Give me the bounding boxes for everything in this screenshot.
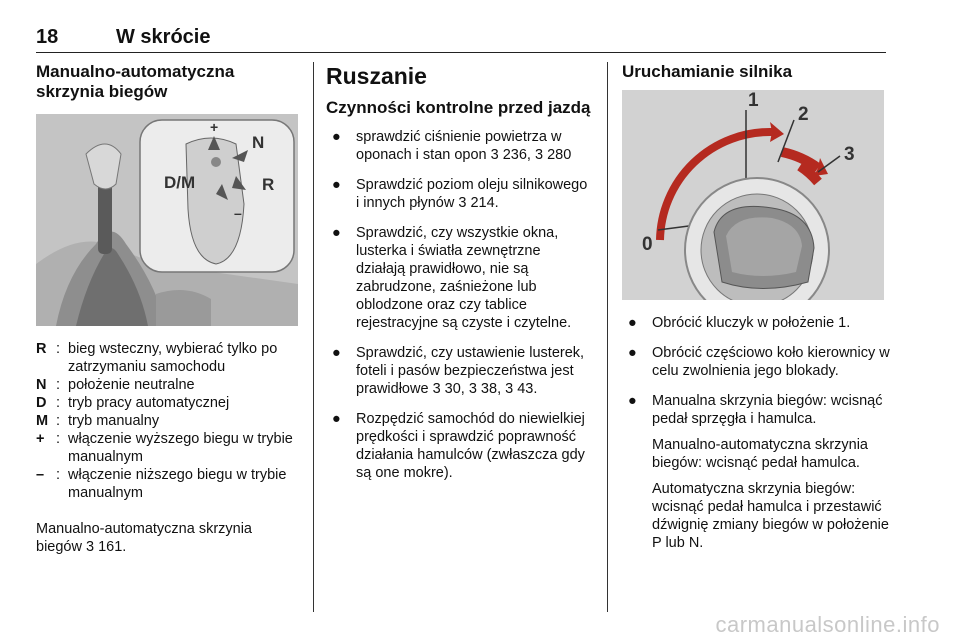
bullet-dot: ●	[628, 345, 637, 361]
definition-value: tryb pracy automatycznej	[68, 395, 230, 411]
gear-lever-illustration	[36, 114, 298, 326]
definition-value: bieg wsteczny, wybierać tylko po zatrzymaniu samochodu	[68, 341, 278, 375]
page-number: 18	[36, 26, 59, 48]
label-r: R	[262, 175, 275, 194]
definition-key: –	[36, 467, 45, 483]
definition-row	[36, 466, 298, 502]
subsection-title-checks: Czynności kontrolne przed jazdą	[326, 98, 591, 117]
section-title-gearbox: Manualno-automatyczna skrzynia biegów	[36, 62, 235, 101]
definition-value: położenie neutralne	[68, 377, 195, 393]
bullet-dot: ●	[332, 345, 341, 361]
definition-separator: :	[56, 467, 61, 483]
engine-step-text: Obrócić kluczyk w położenie 1.	[652, 315, 851, 331]
definition-key: N	[36, 377, 47, 393]
definition-key: R	[36, 341, 47, 357]
engine-step-note: Manualno-automatyczna skrzynia biegów: wcisnąć pedał hamulca.	[652, 437, 868, 471]
check-item-text: Sprawdzić poziom oleju silnikowego i innych płynów 3 214.	[356, 177, 588, 211]
section-title-starting-off: Ruszanie	[326, 63, 427, 89]
column-engine-start	[622, 62, 890, 564]
label-minus: –	[234, 205, 242, 221]
definition-separator: :	[56, 377, 61, 393]
definition-row	[36, 340, 298, 376]
section-title-engine-start: Uruchamianie silnika	[622, 62, 793, 81]
ignition-key-illustration	[622, 90, 884, 300]
engine-step	[622, 344, 890, 380]
column-divider-1	[313, 62, 314, 612]
label-dm: D/M	[164, 173, 196, 192]
page-header	[36, 26, 886, 53]
definition-separator: :	[56, 431, 61, 447]
engine-step-text: Obrócić częściowo koło kierownicy w celu zwolnienia jego blokady.	[652, 345, 890, 379]
check-item	[326, 410, 592, 482]
label-position-3: 3	[844, 144, 855, 165]
engine-step	[622, 314, 890, 332]
gear-lever-drawing	[36, 114, 298, 326]
definition-separator: :	[56, 341, 61, 357]
column-starting-off	[326, 62, 592, 494]
check-item-text: Sprawdzić, czy ustawienie lusterek, foteli i pasów bezpieczeństwa jest prawidłowe 3 30, 3 38, 3 43.	[356, 345, 585, 397]
check-item-text: sprawdzić ciśnienie powietrza w oponach i stan opon 3 236, 3 280	[356, 129, 572, 163]
check-item	[326, 344, 592, 398]
definition-key: +	[36, 431, 45, 447]
bullet-dot: ●	[628, 315, 637, 331]
definition-value: włączenie niższego biegu w trybie manualnym	[68, 467, 287, 501]
checks-list	[326, 128, 592, 482]
ignition-key-drawing	[622, 90, 884, 300]
definition-value: włączenie wyższego biegu w trybie manualnym	[68, 431, 293, 465]
label-n: N	[252, 133, 265, 152]
label-position-0: 0	[642, 234, 653, 255]
definition-separator: :	[56, 395, 61, 411]
label-plus: +	[210, 119, 219, 135]
check-item-text: Rozpędzić samochód do niewielkiej prędkości i sprawdzić poprawność działania hamulców (zwłaszcza gdy są one mokre).	[356, 411, 585, 481]
definition-row	[36, 376, 298, 394]
definition-key: M	[36, 413, 49, 429]
column-gearbox	[36, 62, 298, 556]
column-divider-2	[607, 62, 608, 612]
gear-definitions	[36, 340, 298, 502]
engine-step-note: Automatyczna skrzynia biegów: wcisnąć pedał hamulca i przestawić dźwignię zmiany biegów w położenie P lub N.	[652, 481, 889, 551]
label-position-1: 1	[748, 90, 759, 111]
engine-step-text: Manualna skrzynia biegów: wcisnąć pedał sprzęgła i hamulca.	[652, 393, 883, 427]
definition-key: D	[36, 395, 47, 411]
definition-row	[36, 430, 298, 466]
definition-value: tryb manualny	[68, 413, 160, 429]
check-item	[326, 128, 592, 164]
definition-row	[36, 412, 298, 430]
check-item	[326, 176, 592, 212]
engine-step	[622, 392, 890, 552]
check-item	[326, 224, 592, 332]
bullet-dot: ●	[628, 393, 637, 409]
gearbox-reference: Manualno-automatyczna skrzynia biegów 3 161.	[36, 521, 252, 555]
bullet-dot: ●	[332, 177, 341, 193]
definition-separator: :	[56, 413, 61, 429]
engine-start-list	[622, 314, 890, 552]
bullet-dot: ●	[332, 411, 341, 427]
chapter-title: W skrócie	[116, 26, 211, 48]
bullet-dot: ●	[332, 225, 341, 241]
label-position-2: 2	[798, 104, 809, 125]
check-item-text: Sprawdzić, czy wszystkie okna, lusterka i światła zewnętrzne działają prawidłowo, nie są zabrudzone, zaśnieżone lub oblodzone oraz czy tablice rejestracyjne są czyste i czytelne.	[356, 225, 572, 331]
definition-row	[36, 394, 298, 412]
bullet-dot: ●	[332, 129, 341, 145]
watermark: carmanualsonline.info	[715, 612, 940, 637]
